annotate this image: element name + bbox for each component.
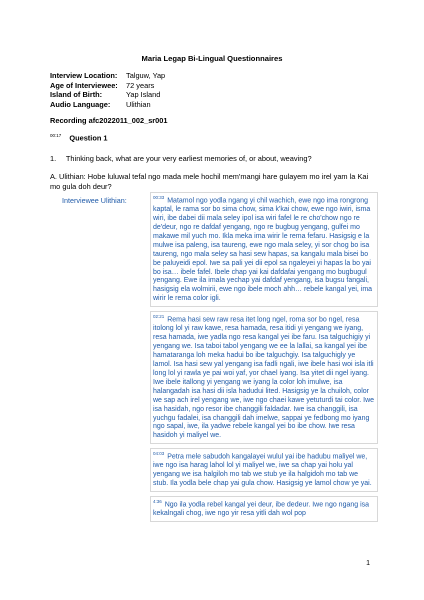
ulithian-question: A. Ulithian: Hobe luluwal tefal ngo mada mele hochil mem'mangi hare gulayem mo irel yam la Kai mo gula doh deur?: [50, 172, 369, 191]
metadata-value: Yap Island: [126, 90, 161, 100]
transcript: [150, 192, 378, 526]
transcript-paragraph: [150, 192, 378, 307]
recording-id: Recording afc2022011_002_sr001: [50, 116, 168, 125]
page-number: 1: [366, 560, 370, 567]
paragraph-timestamp: 4:36: [153, 499, 162, 505]
document-title: Maria Legap Bi-Lingual Questionnaires: [141, 54, 283, 63]
question-heading: [50, 133, 108, 142]
metadata-row-language: [50, 100, 165, 110]
question-number: 1.: [50, 154, 57, 163]
paragraph-timestamp: 02:21: [153, 314, 165, 320]
paragraph-timestamp: 00:33: [153, 195, 165, 200]
transcript-paragraph: [150, 496, 378, 522]
metadata-value: Ulithian: [126, 99, 151, 109]
transcript-paragraph: [150, 311, 378, 444]
paragraph-text: Ngo ila yodla rebel kangal yei deur, ibe dedeur. Iwe ngo ngang isa kekalngali chog, iwe ngo yir resa yitli dah wol pop: [153, 501, 370, 518]
paragraph-text: Petra mele sabudoh kangalayei wulul yai ibe hadubu maliyel we, iwe ngo isa harag lahol lol yi maliyel we, iwe sa chap yai holu yal yengang we isa halgiloh mo tab we stub ye ila halgidoh mo tab we stub. Ila yodla bele chap yai gula chow. Hasigsig ye lamol chow ye yai.: [153, 453, 372, 488]
metadata-label: Age of Interviewee:: [50, 80, 118, 90]
question-body: Thinking back, what are your very earliest memories of, or about, weaving?: [65, 154, 312, 163]
question-timestamp: 00:17: [50, 133, 62, 138]
transcript-paragraph: [150, 448, 378, 492]
paragraph-timestamp: 04:03: [153, 451, 165, 457]
paragraph-text: Matamol ngo yodla ngang yi chil wachich, ewe ngo ima rongrong kaptal, le rama sor bo sima chow, sima k'kai chow, ewe ngo iwiri, isma wiri, ibe dabei dii mala seley ipol isa wiri fafel le re cho'chow ngo re de'deur, ngo re dafdaf yengang, ngo re bugbug yengang, gulfei mo makawe mil yuch mo. Ikla meka ima wirir le rema fefaru. Hasigsig e la mulwe isa paleng, isa taureng, ewe ngo mala seley, yi sor chog bo isa taureng, ngo mala seley sa hasi sew hapas, sa kangalu mala bisei bo be paluyeidi epol. Iwe sa pali yei dii epol sa ngaleyei yi hapas la bo yai bo isa… ibele fafel. Ibele chap yai kai dafdafai yengang mo bugbugul yengang. Ewe ila imala yechap yai dafdaf yengang, isa bugsu fangali, hasigsig ela wolmirii, ewe ngo ibele moch ahh… rebele kangal yei, ima wirir le rema color igli.: [153, 197, 373, 303]
metadata-row-age: [50, 81, 165, 91]
metadata-row-birth-island: [50, 90, 165, 100]
interview-metadata: [50, 71, 165, 109]
metadata-row-location: [50, 71, 165, 81]
metadata-value: Talguw, Yap: [126, 71, 166, 80]
metadata-label: Interview Location:: [50, 71, 118, 80]
metadata-value: 72 years: [126, 80, 155, 90]
question-heading-label: Question 1: [69, 133, 108, 143]
metadata-label: Audio Language:: [50, 99, 111, 109]
question-text: [50, 154, 380, 163]
metadata-label: Island of Birth:: [50, 90, 103, 100]
speaker-label: Interviewee Ulithian:: [62, 196, 127, 205]
paragraph-text: Rema hasi sew raw resa itet long ngel, roma sor bo ngel, resa itolong lol yi raw kawe, resa hamada, resa itidi yi yengang we iyang, resa hamada, iwe yadla ngo resa kangal yei ibe faru. Isa talguchigiy yi yengang we. Isa taboi tabol yengang we ee la lallai, sa kangal yei ibe hamataranga loh meka hadui bo ibe talguchgiy. Isa talguchigly ye lamol. Isa hasi sew yal yengang isa fadli ngali, iwe ibele hasi woi isla itli long lol yi rawla ye pai woi yaf, yor chael iyang. Isa yitet dii ngel iyang. Iwe ibele itallong yi yengang we iyang la color loh imulwe, isa halangadah isa hasi dii isla hadudui lited. Hasigsig ye la chuiloh, color we sap ach irel yengang we, iwe ngo chaei kawe yetuturdi tai color. Iwe isa hasidah, ngo resor ibe changgili faldadar. Iwe isa changgili, isa yuchgu fadalei, isa changgili dah imelwe, sappai ye fedbong mo iyang ngo sapal, iwe, ila yadwe rebele kangal yei bo ibe chow. Iwe resa hasidoh yi maliyel we.: [153, 316, 375, 440]
